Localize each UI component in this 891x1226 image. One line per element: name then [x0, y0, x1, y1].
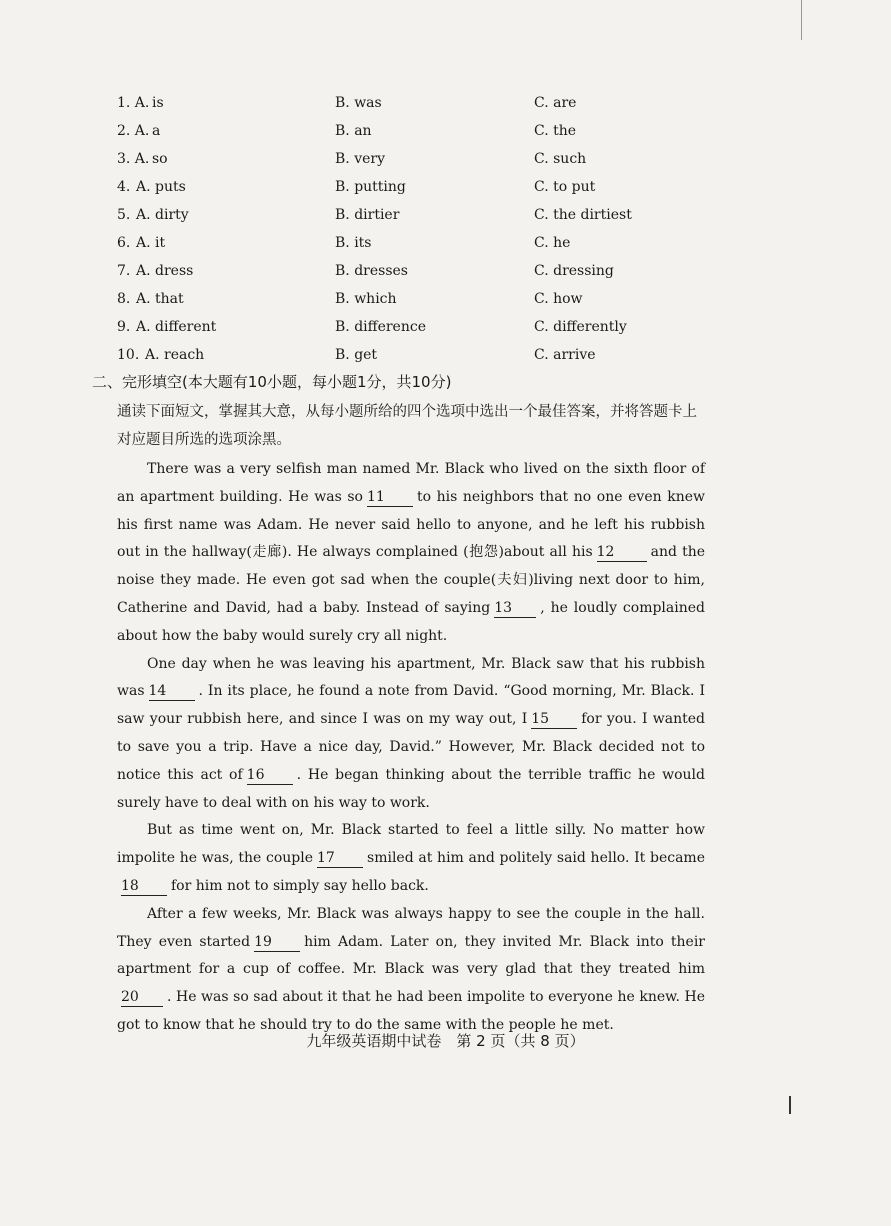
question-number: 3. A. [117, 151, 150, 167]
option-c: C. dressing [534, 263, 614, 279]
cloze-passage [117, 456, 705, 1040]
passage-text: One day when he was leaving his apartment, Mr. Black saw that his rubbish was [117, 655, 705, 700]
passage-text: . He was so sad about it that he had been impolite to everyone he knew. He got to know that he should try to do the same with the people he met. [117, 989, 705, 1033]
paragraph-2 [117, 651, 705, 818]
blank-20: 20 [121, 988, 163, 1007]
passage-text: smiled at him and politely said hello. It became [367, 850, 705, 867]
question-number: 7. [117, 263, 131, 279]
option-a: a [152, 123, 161, 139]
option-b: B. an [335, 123, 372, 139]
blank-16: 16 [247, 766, 293, 785]
passage-text: to his neighbors that no one even knew his first name was Adam. He never said hello to anyone, and he left his rubbish out in the hallway(走廊). He always complained (抱怨)about all his [117, 488, 706, 561]
option-b: B. its [335, 235, 372, 251]
paragraph-1 [117, 456, 705, 651]
passage-text: After a few weeks, Mr. Black was always happy to see the couple in the hall. They even started [117, 905, 705, 950]
option-c: C. he [534, 235, 571, 251]
option-c: C. differently [534, 319, 627, 335]
option-b: B. get [335, 347, 378, 363]
passage-text: . In its place, he found a note from David. “Good morning, Mr. Black. I saw your rubbish here, and since I was on my way out, I [117, 683, 705, 728]
option-row-8 [117, 288, 717, 316]
option-row-5 [117, 204, 717, 232]
option-a: A. dirty [136, 207, 189, 223]
option-c: C. to put [534, 179, 596, 195]
option-a: A. dress [136, 263, 194, 279]
passage-text: for him not to simply say hello back. [171, 877, 429, 894]
blank-12: 12 [597, 543, 647, 562]
blank-13: 13 [494, 599, 536, 618]
passage-text: . He began thinking about the terrible traffic he would surely have to deal with on his way to work. [117, 766, 705, 811]
blank-11: 11 [367, 488, 413, 507]
option-row-1 [117, 92, 717, 120]
paragraph-4 [117, 901, 705, 1040]
question-number: 10. [117, 347, 140, 363]
option-row-3 [117, 148, 717, 176]
page-edge-line [801, 0, 802, 40]
option-c: C. how [534, 291, 583, 307]
option-a: A. that [136, 291, 184, 307]
option-b: B. dresses [335, 263, 408, 279]
option-b: B. difference [335, 319, 426, 335]
paragraph-3 [117, 817, 705, 900]
blank-15: 15 [531, 710, 577, 729]
option-row-4 [117, 176, 717, 204]
page-footer: 九年级英语期中试卷 第 2 页（共 8 页） [306, 1032, 585, 1050]
option-a: A. puts [136, 179, 186, 195]
option-row-10 [117, 344, 717, 372]
section-title: 二、完形填空(本大题有10小题，每小题1分，共10分) [92, 373, 452, 391]
option-c: C. the [534, 123, 577, 139]
option-b: B. which [335, 291, 397, 307]
option-row-7 [117, 260, 717, 288]
passage-text: and the noise they made. He even got sad when the couple(夫妇)living next door to him, Catherine and David, had a baby. Instead of saying [117, 544, 705, 616]
blank-17: 17 [317, 849, 363, 868]
question-number: 8. [117, 291, 131, 307]
passage-text: But as time went on, Mr. Black started to feel a little silly. No matter how impolite he was, the couple [117, 822, 705, 867]
option-row-6 [117, 232, 717, 260]
passage-text: for you. I wanted to save you a trip. Have a nice day, David.” However, Mr. Black decided not to notice this act of [117, 711, 705, 783]
question-number: 5. [117, 207, 131, 223]
blank-18: 18 [121, 877, 167, 896]
blank-19: 19 [254, 933, 300, 952]
section-instruction: 通读下面短文，掌握其大意，从每小题所给的四个选项中选出一个最佳答案，并将答题卡上对应题目所选的选项涂黑。 [117, 404, 697, 448]
option-row-9 [117, 316, 717, 344]
option-c: C. the dirtiest [534, 207, 632, 223]
option-c: C. are [534, 95, 577, 111]
scan-mark [789, 1096, 791, 1114]
question-number: 1. A. [117, 95, 150, 111]
option-c: C. arrive [534, 347, 596, 363]
passage-text: him Adam. Later on, they invited Mr. Black into their apartment for a cup of coffee. Mr. Black was very glad that they treated him [117, 933, 705, 978]
option-a: is [152, 95, 164, 111]
option-b: B. was [335, 95, 382, 111]
answer-options-table [117, 92, 717, 372]
question-number: 2. A. [117, 123, 150, 139]
option-c: C. such [534, 151, 587, 167]
question-number: 6. [117, 235, 131, 251]
option-b: B. putting [335, 179, 406, 195]
passage-text: , he loudly complained about how the baby would surely cry all night. [117, 599, 705, 644]
option-b: B. dirtier [335, 207, 400, 223]
option-a: A. different [136, 319, 217, 335]
question-number: 9. [117, 319, 131, 335]
option-a: so [152, 151, 168, 167]
option-a: A. reach [145, 347, 205, 363]
option-row-2 [117, 120, 717, 148]
option-b: B. very [335, 151, 385, 167]
passage-text: There was a very selfish man named Mr. Black who lived on the sixth floor of an apartment building. He was so [117, 461, 705, 505]
option-a: A. it [136, 235, 166, 251]
question-number: 4. [117, 179, 131, 195]
blank-14: 14 [149, 682, 195, 701]
